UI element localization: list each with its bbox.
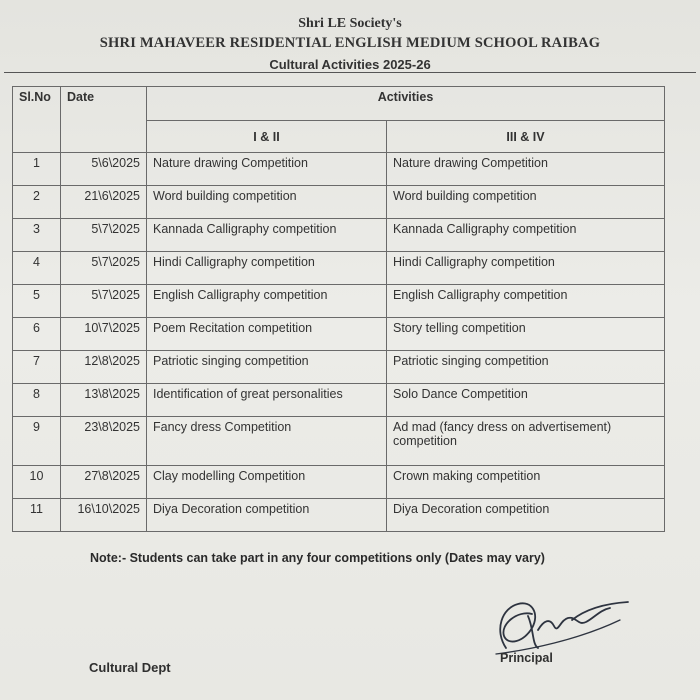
cell-activity-group-1: Fancy dress Competition — [147, 417, 387, 466]
cell-date: 16\10\2025 — [61, 499, 147, 532]
society-name: Shri LE Society's — [298, 16, 402, 31]
cell-date: 5\7\2025 — [61, 285, 147, 318]
cell-date: 10\7\2025 — [61, 318, 147, 351]
cell-activity-group-2: Story telling competition — [387, 318, 665, 351]
cell-slno: 4 — [13, 252, 61, 285]
cell-activity-group-2: Kannada Calligraphy competition — [387, 219, 665, 252]
activities-table — [12, 86, 665, 532]
cell-activity-group-2: Hindi Calligraphy competition — [387, 252, 665, 285]
cell-date: 5\7\2025 — [61, 252, 147, 285]
cell-activity-group-1: Word building competition — [147, 186, 387, 219]
cell-date: 5\7\2025 — [61, 219, 147, 252]
table-row — [13, 219, 665, 252]
cell-activity-group-1: Kannada Calligraphy competition — [147, 219, 387, 252]
cell-activity-group-2: Patriotic singing competition — [387, 351, 665, 384]
header-date: Date — [61, 87, 147, 153]
header-slno: Sl.No — [13, 87, 61, 153]
cell-activity-group-2: Word building competition — [387, 186, 665, 219]
cell-activity-group-1: Patriotic singing competition — [147, 351, 387, 384]
cell-slno: 11 — [13, 499, 61, 532]
cell-activity-group-2: Ad mad (fancy dress on advertisement) competition — [387, 417, 665, 466]
cell-slno: 8 — [13, 384, 61, 417]
table-row — [13, 351, 665, 384]
cell-slno: 7 — [13, 351, 61, 384]
cell-slno: 5 — [13, 285, 61, 318]
table-row — [13, 318, 665, 351]
table-row — [13, 384, 665, 417]
header-group-1: I & II — [147, 121, 387, 153]
cell-activity-group-1: Nature drawing Competition — [147, 153, 387, 186]
table-row — [13, 499, 665, 532]
table-row — [13, 186, 665, 219]
table-row — [13, 153, 665, 186]
cell-date: 13\8\2025 — [61, 384, 147, 417]
cell-activity-group-2: Solo Dance Competition — [387, 384, 665, 417]
cell-activity-group-1: Diya Decoration competition — [147, 499, 387, 532]
cell-date: 5\6\2025 — [61, 153, 147, 186]
cell-slno: 10 — [13, 466, 61, 499]
school-name: SHRI MAHAVEER RESIDENTIAL ENGLISH MEDIUM SCHOOL RAIBAG — [99, 35, 601, 51]
cell-slno: 2 — [13, 186, 61, 219]
principal-label: Principal — [500, 651, 553, 665]
cell-date: 27\8\2025 — [61, 466, 147, 499]
cell-date: 12\8\2025 — [61, 351, 147, 384]
table-row — [13, 417, 665, 466]
cell-activity-group-1: Clay modelling Competition — [147, 466, 387, 499]
cell-slno: 9 — [13, 417, 61, 466]
cell-slno: 6 — [13, 318, 61, 351]
document-subtitle: Cultural Activities 2025-26 — [269, 57, 431, 72]
table-row — [13, 466, 665, 499]
note-text: Note:- Students can take part in any four competitions only (Dates may vary) — [90, 551, 545, 565]
cell-activity-group-2: English Calligraphy competition — [387, 285, 665, 318]
cell-activity-group-1: Hindi Calligraphy competition — [147, 252, 387, 285]
cultural-dept-label: Cultural Dept — [89, 660, 171, 675]
header-group-2: III & IV — [387, 121, 665, 153]
cell-activity-group-1: English Calligraphy competition — [147, 285, 387, 318]
principal-signature — [488, 590, 638, 660]
cell-activity-group-2: Nature drawing Competition — [387, 153, 665, 186]
cell-date: 21\6\2025 — [61, 186, 147, 219]
cell-activity-group-2: Crown making competition — [387, 466, 665, 499]
cell-activity-group-1: Poem Recitation competition — [147, 318, 387, 351]
cell-date: 23\8\2025 — [61, 417, 147, 466]
cell-activity-group-1: Identification of great personalities — [147, 384, 387, 417]
cell-slno: 3 — [13, 219, 61, 252]
header-divider — [4, 72, 696, 73]
table-row — [13, 285, 665, 318]
cell-activity-group-2: Diya Decoration competition — [387, 499, 665, 532]
cell-slno: 1 — [13, 153, 61, 186]
header-activities: Activities — [147, 87, 665, 121]
table-row — [13, 252, 665, 285]
